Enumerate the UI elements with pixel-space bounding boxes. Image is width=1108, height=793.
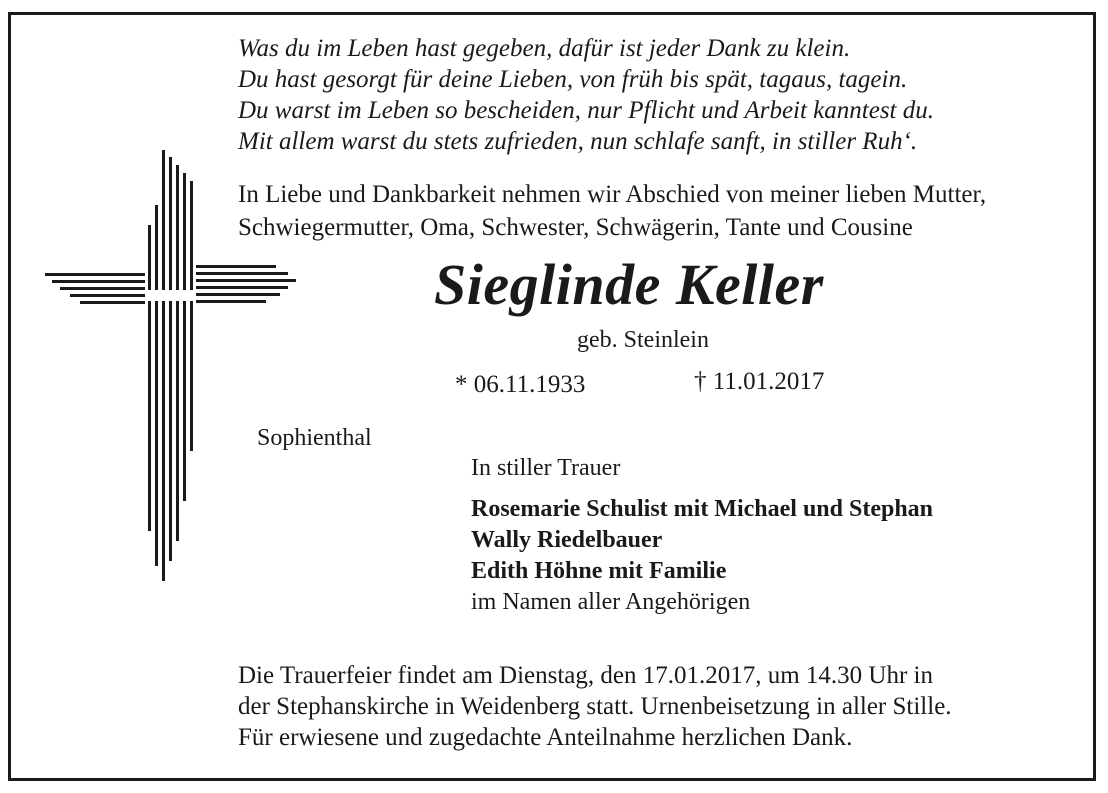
funeral-line: Für erwiesene und zugedachte Anteilnahme herzlichen Dank. — [238, 724, 853, 751]
mourner-name: Rosemarie Schulist mit Michael und Stephan — [471, 496, 934, 522]
funeral-info — [238, 660, 952, 753]
maiden-name: geb. Steinlein — [577, 327, 709, 353]
birth-date: * 06.11.1933 — [455, 371, 586, 398]
poem-line: Du warst im Leben so bescheiden, nur Pflicht und Arbeit kanntest du. — [238, 97, 934, 124]
poem-line: Was du im Leben hast gegeben, dafür ist jeder Dank zu klein. — [238, 35, 851, 62]
mourner-name: Edith Höhne mit Familie — [471, 558, 727, 584]
hometown: Sophienthal — [257, 425, 372, 451]
intro-line: Schwiegermutter, Oma, Schwester, Schwägerin, Tante und Cousine — [238, 214, 913, 241]
funeral-line: der Stephanskirche in Weidenberg statt. Urnenbeisetzung in aller Stille. — [238, 693, 952, 720]
deceased-name: Sieglinde Keller — [434, 252, 824, 317]
intro-line: In Liebe und Dankbarkeit nehmen wir Abschied von meiner lieben Mutter, — [238, 181, 987, 208]
memorial-poem — [238, 33, 934, 157]
poem-line: Du hast gesorgt für deine Lieben, von früh bis spät, tagaus, tagein. — [238, 66, 908, 93]
mourner-name: Wally Riedelbauer — [471, 527, 663, 553]
poem-line: Mit allem warst du stets zufrieden, nun schlafe sanft, in stiller Ruh‘. — [238, 128, 918, 155]
mourners-closing: im Namen aller Angehörigen — [471, 589, 751, 615]
death-date: † 11.01.2017 — [694, 368, 825, 395]
farewell-intro — [238, 178, 986, 244]
funeral-line: Die Trauerfeier findet am Dienstag, den 17.01.2017, um 14.30 Uhr in — [238, 662, 934, 689]
mourners-list — [471, 494, 933, 618]
mourning-heading: In stiller Trauer — [471, 455, 621, 481]
